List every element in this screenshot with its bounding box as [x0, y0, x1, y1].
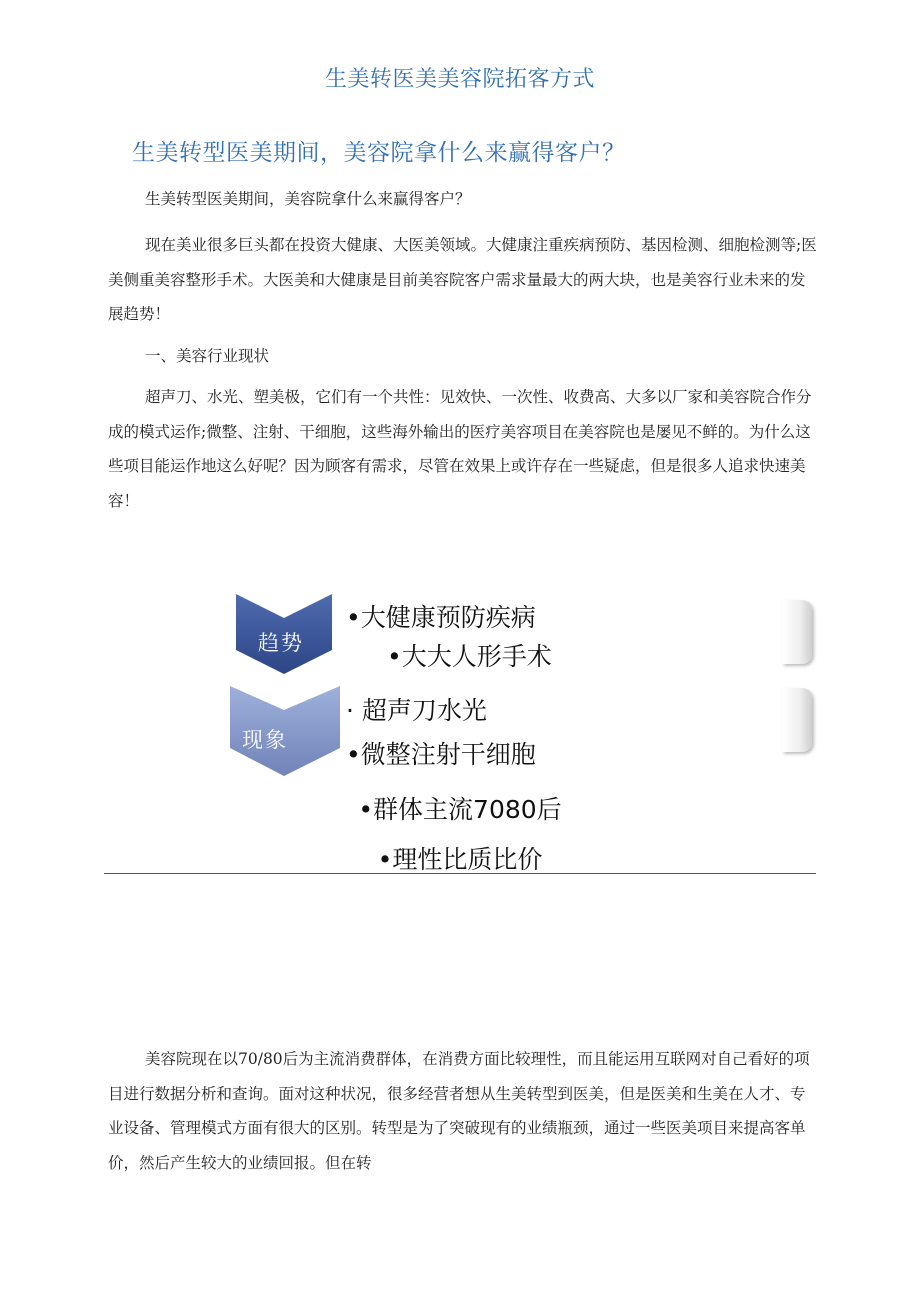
trend-diagram [222, 590, 812, 785]
paragraph-intro: 生美转型医美期间，美容院拿什么来赢得客户？ [145, 190, 471, 208]
chevron-graphic [222, 590, 347, 785]
bullet-ultrasound: · 超声刀水光 [346, 696, 487, 725]
card-edge-bottom [782, 688, 812, 752]
bullet-micro-injection: •微整注射干细胞 [346, 740, 536, 769]
bullet-consumer-group: •群体主流7080后 [358, 795, 562, 824]
card-edge-top [782, 600, 812, 664]
section-heading-status: 一、美容行业现状 [145, 347, 270, 365]
phenomenon-label: 现象 [242, 728, 288, 752]
paragraph-status: 超声刀、水光、塑美极，它们有一个共性：见效快、一次性、收费高、大多以厂家和美容院合作分成的模式运作;微整、注射、干细胞，这些海外输出的医疗美容项目在美容院也是屡见不鲜的。为什么这些项目能运作地这么好呢？因为顾客有需求，尽管在效果上或许存在一些疑虑，但是很多人追求快速美容！ [108, 388, 812, 510]
trend-label: 趋势 [258, 631, 304, 655]
page-title: 生美转医美美容院拓客方式 [324, 67, 595, 92]
bullet-rational-price: •理性比质比价 [377, 845, 543, 874]
bullet-plastic-surgery: •大大人形手术 [387, 642, 552, 671]
paragraph-consumers: 美容院现在以70/80后为主流消费群体，在消费方面比较理性，而且能运用互联网对自己看好的项目进行数据分析和查询。面对这种状况，很多经营者想从生美转型到医美，但是医美和生美在人才、专业设备、管理模式方面有很大的区别。转型是为了突破现有的业绩瓶颈，通过一些医美项目来提高客单价，然后产生较大的业绩回报。但在转 [108, 1050, 810, 1172]
divider [104, 873, 816, 874]
paragraph-industry-trend: 现在美业很多巨头都在投资大健康、大医美领域。大健康注重疾病预防、基因检测、细胞检测等;医美侧重美容整形手术。大医美和大健康是目前美容院客户需求量最大的两大块，也是美容行业未来的发展趋势！ [108, 236, 817, 323]
bullet-big-health: •大健康预防疾病 [346, 603, 536, 632]
section-heading: 生美转型医美期间，美容院拿什么来赢得客户？ [132, 140, 626, 166]
